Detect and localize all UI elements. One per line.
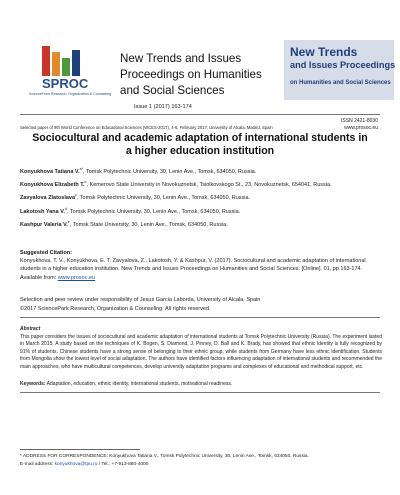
author-name: Lakotosh Yana V. bbox=[20, 208, 65, 215]
peer-review-line: Selection and peer review under responsibility of Jesus Garcia Laborda, University of Alcala, Spain bbox=[20, 297, 261, 303]
author-name: Zavyalova Zlatoslava bbox=[20, 195, 76, 202]
sproc-logo bbox=[38, 40, 108, 92]
logo-caption: ScienceForm Research, Organization & Counseling bbox=[28, 92, 112, 96]
author-mark: e bbox=[67, 219, 70, 224]
email-label: E-mail address: bbox=[20, 461, 55, 467]
paper-title: Sociocultural and academic adaptation of international students in a higher education institution bbox=[32, 132, 368, 157]
correspondence-line: * ADDRESS FOR CORRESPONDENCE: Konyukhova Tatiana V., Tomsk Polytechnic University, 30, Lenin Ave., Tomsk, 634050, Russia. bbox=[20, 454, 309, 459]
author-line bbox=[20, 204, 382, 217]
contact-line bbox=[20, 461, 382, 469]
author-line bbox=[20, 164, 382, 177]
journal-title: New Trends and Issues Proceedings on Humanities and Social Sciences bbox=[120, 52, 262, 97]
author-line bbox=[20, 217, 382, 230]
author-mark: a* bbox=[79, 167, 84, 171]
citation-body: Konyukhova, T. V., Konyukhova, E. T. Zavyalova, Z., Lakotosh, Y. & Kashpur, V. (2017). Sociocultural and academic adaptation of international students in a higher education institution. New Trends and Issues Proceedings on Humanities and Social Sciences. [Online]. 01, pp 163-174. Available from: bbox=[20, 258, 366, 281]
citation-text bbox=[20, 257, 382, 282]
journal-logo bbox=[284, 40, 394, 100]
abstract-divider-bottom bbox=[20, 392, 380, 393]
copyright-line: ©2017 SciencePark Research, Organization & Counseling. All rights reserved. bbox=[20, 305, 211, 312]
citation-link[interactable]: www.prosoc.eu bbox=[57, 274, 96, 281]
abstract-label: Abstract bbox=[20, 326, 41, 332]
journal-site: www.prosoc.eu bbox=[344, 124, 378, 131]
keywords bbox=[20, 381, 382, 387]
author-list bbox=[20, 164, 382, 230]
author-mark: b bbox=[84, 180, 87, 185]
telephone: / Tel.: +7-913-880-4000 bbox=[97, 461, 149, 467]
author-name: Konyukhova Tatiana V. bbox=[20, 168, 80, 175]
author-mark: c bbox=[75, 193, 77, 198]
author-affiliation: , Tomsk State University, 30, Lenin Ave., Tomsk, 634050, Russia. bbox=[69, 221, 228, 228]
footnote-divider bbox=[20, 449, 140, 450]
issn: ISSN 2421-8030 bbox=[341, 118, 378, 124]
sproc-logo-text: SPROC bbox=[42, 76, 89, 91]
author-name: Konyukhova Elizabeth T. bbox=[20, 182, 85, 189]
author-mark: d bbox=[64, 206, 67, 211]
author-line bbox=[20, 190, 382, 203]
keywords-text: Adaptation, education, ethnic identity, international students, motivational readiness. bbox=[45, 381, 233, 387]
author-affiliation: , Tomsk Polytechnic University, 30, Lenin Ave., Tomsk, 634050, Russia. bbox=[83, 168, 257, 175]
abstract-text: This paper considers the issues of sociocultural and academic adaptation of international students at Tomsk Polytechnic University (Russia). The experiment lasted in March 2015. A study based on the techniques of K. Bogen, S. Diamond, J. Pinney, D. Ball and K. Brady, has showed that ethnic identity is fully recognized by 91% of students. Chinese students have a strong sense of belonging to their ethnic group, while students from Germany have less ethnic identification. Students from Mongolia show the lowest level of social adaptation. The authors have identified factors influencing adaptation of international students and recommended the main approaches, who have multicultural competences, develop university adaptation programs and complexes of educational and methodical support, etc. bbox=[20, 333, 382, 370]
abstract-divider-top bbox=[20, 317, 380, 318]
issue-line: Issue 1 (2017) 163-174 bbox=[134, 104, 192, 110]
journal-logo-line2: and Issues Proceedings bbox=[290, 60, 396, 70]
conference-note: Selected paper of 9th World Conference on Educational Sciences (WCES-2017), 4-6, February 2017, University of Alcala, Madrid, Spain bbox=[20, 125, 273, 130]
journal-logo-line1: New Trends bbox=[290, 45, 358, 59]
author-affiliation: , Tomsk Polytechnic University, 30, Lenin Ave., Tomsk, 634050, Russia. bbox=[76, 195, 251, 202]
author-name: Kashpur Valeria V. bbox=[20, 221, 68, 228]
email-link[interactable]: konyukhova@tpu.ru bbox=[54, 461, 98, 467]
author-affiliation: , Tomsk Polytechnic University, 30, Lenin Ave., Tomsk, 634050, Russia. bbox=[66, 208, 241, 215]
keywords-label: Keywords: bbox=[20, 381, 46, 387]
author-affiliation: , Kemerovo State University in Novokuznetsk, Tsiolkovskogo St., 23, Novokuznetsk, 654041, Russia. bbox=[86, 182, 332, 189]
peer-review-note bbox=[20, 296, 382, 313]
header-divider bbox=[20, 114, 380, 115]
sproc-logo-mark bbox=[38, 40, 108, 92]
citation-label: Suggested Citation: bbox=[20, 250, 72, 256]
footnote bbox=[20, 453, 382, 468]
author-line bbox=[20, 177, 382, 190]
abstract bbox=[20, 326, 382, 372]
journal-logo-line3: on Humanities and Social Sciences bbox=[290, 80, 391, 86]
